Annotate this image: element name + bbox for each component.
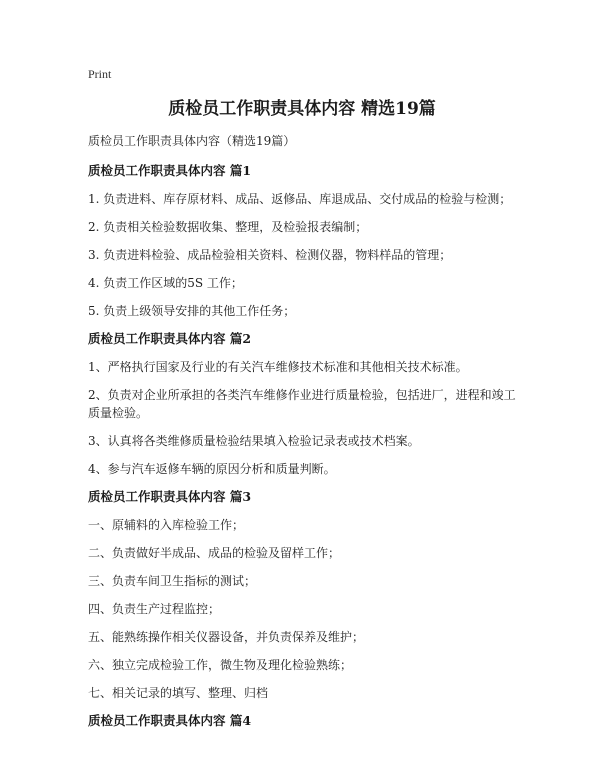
list-item: 3. 负责进料检验、成品检验相关资料、检测仪器，物料样品的管理；: [88, 248, 452, 262]
list-item: 三、负责车间卫生指标的测试；: [88, 574, 257, 588]
section-heading: 质检员工作职责具体内容 篇1: [88, 163, 252, 178]
list-item: 六、独立完成检验工作，微生物及理化检验熟练；: [88, 658, 353, 672]
section-1: [88, 162, 516, 320]
section-3: [88, 488, 516, 702]
section-heading: 质检员工作职责具体内容 篇4: [88, 713, 252, 728]
document-subtitle: 质检员工作职责具体内容（精选19篇）: [88, 134, 296, 148]
list-item: 2. 负责相关检验数据收集、整理，及检验报表编制；: [88, 220, 368, 234]
section-4: [88, 712, 516, 730]
list-item: 七、相关记录的填写、整理、归档: [88, 686, 269, 700]
list-item: 1、严格执行国家及行业的有关汽车维修技术标准和其他相关技术标准。: [88, 360, 468, 374]
document-title: 质检员工作职责具体内容 精选19篇: [168, 99, 436, 119]
section-2: [88, 330, 516, 478]
list-item: 四、负责生产过程监控；: [88, 602, 221, 616]
list-item: 二、负责做好半成品、成品的检验及留样工作；: [88, 546, 341, 560]
list-item: 4. 负责工作区域的5S 工作；: [88, 276, 243, 290]
list-item: 一、原辅料的入库检验工作；: [88, 518, 245, 532]
section-heading: 质检员工作职责具体内容 篇2: [88, 331, 252, 346]
list-item: 2、负责对企业所承担的各类汽车维修作业进行质量检验，包括进厂，进程和竣工质量检验。: [88, 388, 516, 420]
list-item: 五、能熟练操作相关仪器设备，并负责保养及维护；: [88, 630, 365, 644]
list-item: 4、参与汽车返修车辆的原因分析和质量判断。: [88, 462, 336, 476]
list-item: 3、认真将各类维修质量检验结果填入检验记录表或技术档案。: [88, 434, 420, 448]
list-item: 5. 负责上级领导安排的其他工作任务；: [88, 304, 296, 318]
print-link[interactable]: Print: [88, 67, 112, 81]
section-heading: 质检员工作职责具体内容 篇3: [88, 489, 252, 504]
list-item: 1. 负责进料、库存原材料、成品、返修品、库退成品、交付成品的检验与检测；: [88, 192, 512, 206]
